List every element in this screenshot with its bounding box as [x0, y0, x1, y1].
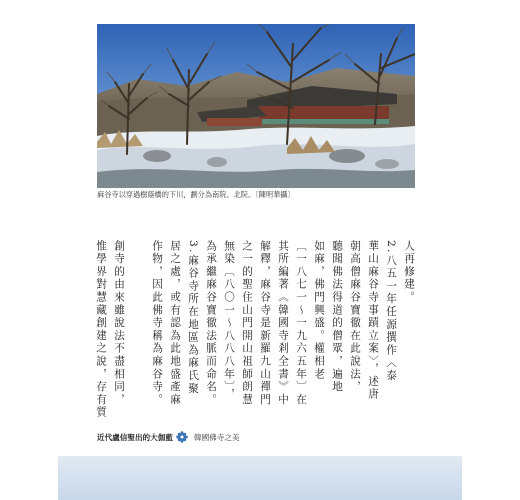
photo-caption: 麻谷寺以穿過樹蔭橋的下川，劃分為南院、北院。〔陳明華攝〕 [97, 190, 295, 199]
page-footer [97, 432, 417, 446]
text-column: 如麻，佛門興盛。權相老 [313, 240, 325, 381]
text-column: 惟學界對慧藏創建之說，存有質 [95, 240, 107, 420]
text-column: 朝高僧麻谷寶徹在此說法， [349, 240, 361, 394]
flower-icon [176, 431, 188, 445]
decorative-band [58, 456, 462, 500]
text-column: 無染〔八〇一～八八八年〕， [223, 240, 235, 402]
text-column: 華山麻谷寺事蹟立案〉，述唐 [367, 240, 379, 402]
text-column: 創寺的由來雖說法不盡相同， [113, 240, 125, 407]
text-column: 〔一八七一～一九六五年〕在 [295, 240, 307, 407]
text-column: 之一的聖住山門開山祖師朗慧 [241, 240, 253, 407]
text-column: 為承繼麻谷寶徹法脈而命名。 [205, 240, 217, 407]
text-column: 3.麻谷寺所在地區為麻氏聚 [187, 240, 199, 396]
text-column: 其所編著《韓國寺剎全書》中 [277, 240, 289, 407]
text-column: 2.八五一年任源撰作〈泰 [385, 240, 397, 383]
temple-photo [97, 24, 415, 188]
text-column: 居之處，或有認為此地盛產麻 [169, 240, 181, 407]
text-column: 作物，因此佛寺稱為麻谷寺。 [151, 240, 163, 407]
text-column: 人再修建。 [403, 240, 415, 304]
text-column: 聽聞佛法得道的僧眾，遍地 [331, 240, 343, 394]
text-column: 解釋，麻谷寺是新羅九山禪門 [259, 240, 271, 407]
book-title: 近代盧信聖出的大伽藍 [97, 433, 173, 442]
chapter-title: 韓國佛寺之美 [194, 433, 240, 442]
